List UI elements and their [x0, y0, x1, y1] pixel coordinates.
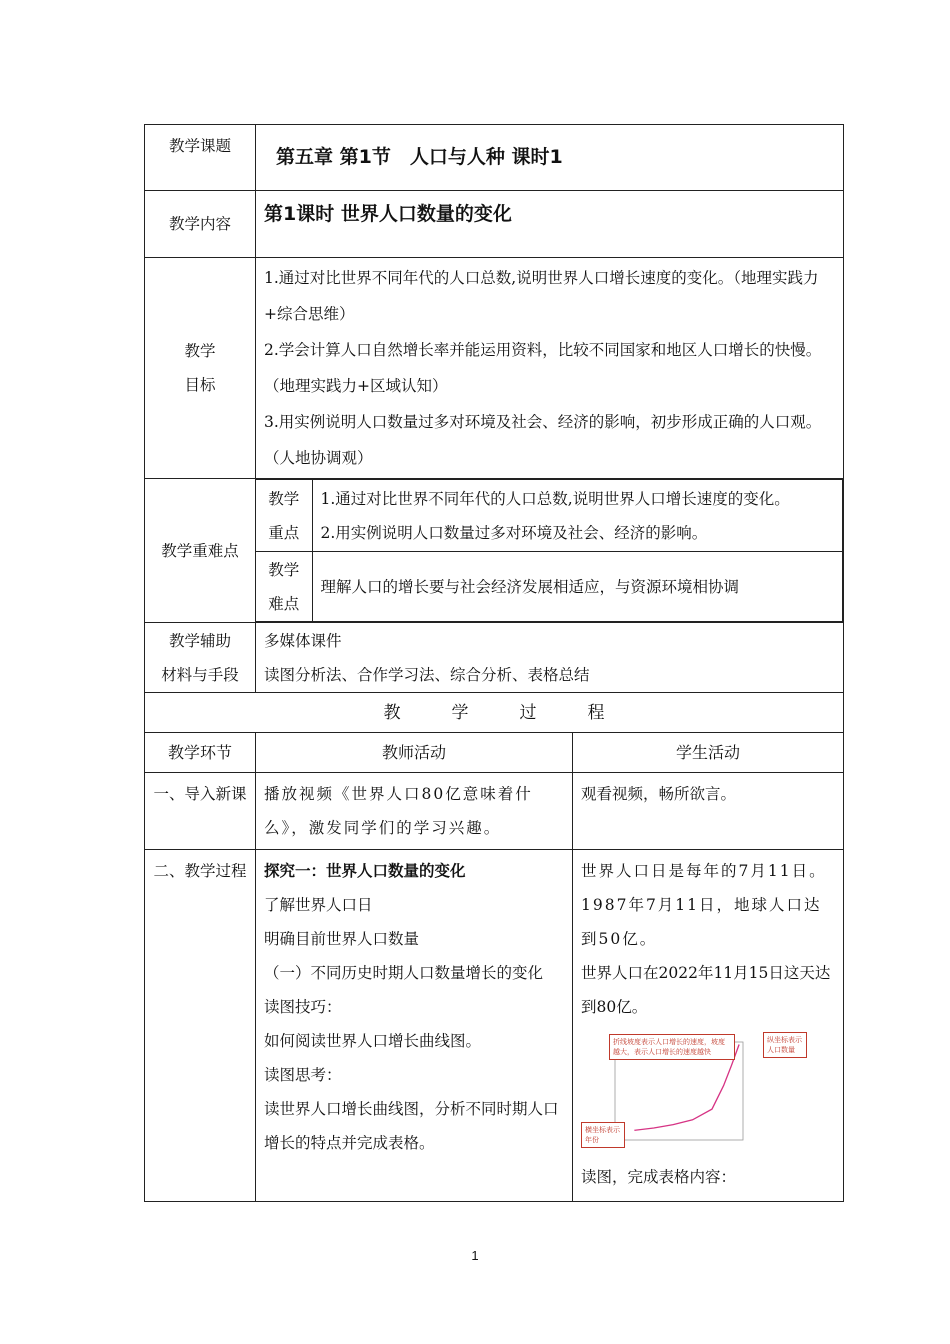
page-number: 1 [471, 1248, 479, 1263]
keypoints-cell [256, 479, 844, 623]
teacher-line: 读图思考： [264, 1066, 342, 1084]
population-chart [581, 1028, 807, 1158]
student-line-2: 世界人口在2022年11月15日这天达到80亿。 [581, 964, 831, 1016]
teacher-line: 了解世界人口日 [264, 896, 373, 914]
student-line-3: 读图，完成表格内容： [581, 1168, 737, 1186]
materials-label-line1: 教学辅助 [168, 631, 231, 650]
process-teacher [256, 850, 573, 1202]
content-title: 第1课时 世界人口数量的变化 [264, 203, 512, 225]
goals-label-line2: 目标 [184, 376, 216, 394]
exploration-heading: 探究一：世界人口数量的变化 [264, 862, 466, 880]
y-axis-annotation: 纵坐标表示人口数量 [763, 1032, 807, 1058]
difficulty-label-line1: 教学 [268, 560, 300, 579]
materials-line1: 多媒体课件 [264, 631, 342, 650]
focus-item: 2.用实例说明人口数量过多对环境及社会、经济的影响。 [320, 523, 708, 542]
goals-label-line1: 教学 [184, 342, 216, 360]
goal-item: 3.用实例说明人口数量过多对环境及社会、经济的影响，初步形成正确的人口观。（人地协调观） [264, 413, 822, 467]
teacher-line: 如何阅读世界人口增长曲线图。 [264, 1032, 482, 1050]
goal-item: 2.学会计算人口自然增长率并能运用资料，比较不同国家和地区人口增长的快慢。（地理实践力+区域认知） [264, 341, 822, 395]
slope-annotation: 折线坡度表示人口增长的速度，坡度越大，表示人口增长的速度越快 [609, 1034, 735, 1060]
materials-line2: 读图分析法、合作学习法、综合分析、表格总结 [264, 665, 590, 684]
difficulty-label [256, 552, 312, 622]
process-header: 教 学 过 程 [145, 693, 844, 733]
difficulty-text: 理解人口的增长要与社会经济发展相适应，与资源环境相协调 [312, 552, 843, 622]
difficulty-label-line2: 难点 [268, 594, 300, 613]
goals-label [145, 258, 256, 479]
topic-title: 第五章 第1节 人口与人种 课时1 [276, 146, 563, 168]
intro-teacher: 播放视频《世界人口80亿意味着什么》，激发同学们的学习兴趣。 [256, 773, 573, 850]
goal-item: 1.通过对比世界不同年代的人口总数,说明世界人口增长速度的变化。（地理实践力+综合思维） [264, 269, 819, 323]
keypoints-inner [256, 479, 843, 622]
focus-item: 1.通过对比世界不同年代的人口总数,说明世界人口增长速度的变化。 [320, 489, 790, 508]
process-stage: 二、教学过程 [145, 850, 256, 1202]
focus-label-line1: 教学 [268, 489, 300, 508]
focus-label-line2: 重点 [268, 523, 300, 542]
materials-label [145, 623, 256, 693]
x-axis-annotation: 横坐标表示年份 [581, 1122, 625, 1148]
materials-value [256, 623, 844, 693]
topic-value [256, 125, 844, 191]
lesson-plan-table [144, 124, 844, 1202]
materials-label-line2: 材料与手段 [161, 665, 239, 684]
process-student [573, 850, 844, 1202]
col-teacher: 教师活动 [256, 733, 573, 773]
col-stage: 教学环节 [145, 733, 256, 773]
teacher-line: 读世界人口增长曲线图，分析不同时期人口增长的特点并完成表格。 [264, 1100, 559, 1152]
teacher-line: 明确目前世界人口数量 [264, 930, 420, 948]
content-value [256, 191, 844, 258]
teacher-line: 读图技巧： [264, 998, 342, 1016]
keypoints-label: 教学重难点 [145, 479, 256, 623]
intro-stage: 一、导入新课 [145, 773, 256, 850]
goals-list [256, 258, 844, 479]
focus-items [312, 480, 843, 552]
col-student: 学生活动 [573, 733, 844, 773]
student-line-1: 世界人口日是每年的7月11日。1987年7月11日，地球人口达到50亿。 [581, 862, 827, 948]
content-label: 教学内容 [145, 191, 256, 258]
topic-label: 教学课题 [145, 125, 256, 191]
teacher-line: （一）不同历史时期人口数量增长的变化 [264, 964, 544, 982]
intro-student: 观看视频，畅所欲言。 [573, 773, 844, 850]
focus-label [256, 480, 312, 552]
